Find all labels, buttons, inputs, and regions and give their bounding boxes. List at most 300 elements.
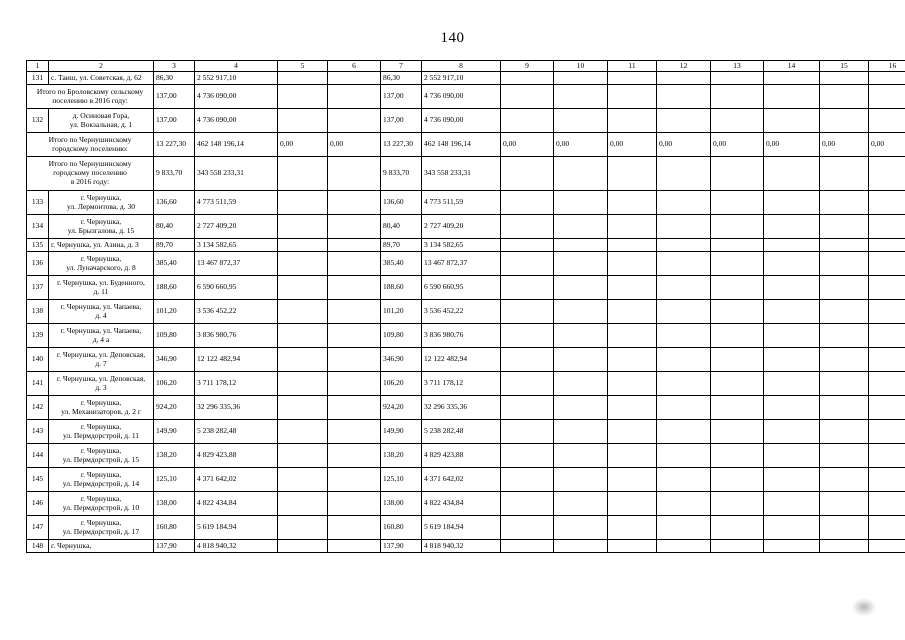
value-cell-c5 xyxy=(278,72,328,85)
column-number-cell: 12 xyxy=(657,61,711,72)
value-cell-c12 xyxy=(657,492,711,516)
value-cell-c6 xyxy=(328,540,381,553)
value-cell-c3: 188,60 xyxy=(154,276,195,300)
value-cell-c14 xyxy=(764,396,820,420)
value-cell-c10 xyxy=(554,444,608,468)
value-cell-c12 xyxy=(657,276,711,300)
value-cell-c8: 4 371 642,02 xyxy=(422,468,501,492)
value-cell-c11: 0,00 xyxy=(608,133,657,157)
value-cell-c5 xyxy=(278,157,328,191)
value-cell-c16 xyxy=(869,492,905,516)
value-cell-c5 xyxy=(278,252,328,276)
value-cell-c11 xyxy=(608,444,657,468)
value-cell-c4: 5 238 282,48 xyxy=(195,420,278,444)
table-row xyxy=(27,215,905,239)
subtotal-label: Итого по Чернушинскому городскому поселению: xyxy=(27,133,154,157)
value-cell-c10 xyxy=(554,109,608,133)
value-cell-c6 xyxy=(328,372,381,396)
row-number-cell: 144 xyxy=(27,444,49,468)
address-cell: с. Таиш, ул. Советская, д. 62 xyxy=(49,72,154,85)
value-cell-c8: 4 818 940,32 xyxy=(422,540,501,553)
value-cell-c14 xyxy=(764,348,820,372)
value-cell-c3: 160,80 xyxy=(154,516,195,540)
value-cell-c8: 3 536 452,22 xyxy=(422,300,501,324)
value-cell-c4: 2 552 917,10 xyxy=(195,72,278,85)
value-cell-c7: 106,20 xyxy=(381,372,422,396)
value-cell-c12 xyxy=(657,516,711,540)
value-cell-c3: 86,30 xyxy=(154,72,195,85)
value-cell-c6 xyxy=(328,276,381,300)
value-cell-c12 xyxy=(657,540,711,553)
value-cell-c9 xyxy=(501,276,554,300)
value-cell-c14 xyxy=(764,372,820,396)
value-cell-c9 xyxy=(501,324,554,348)
column-number-cell: 7 xyxy=(381,61,422,72)
page-number: 140 xyxy=(440,30,465,46)
value-cell-c6 xyxy=(328,348,381,372)
value-cell-c14 xyxy=(764,191,820,215)
row-number-cell: 139 xyxy=(27,324,49,348)
value-cell-c9 xyxy=(501,444,554,468)
value-cell-c10 xyxy=(554,516,608,540)
value-cell-c3: 13 227,30 xyxy=(154,133,195,157)
subtotal-row xyxy=(27,85,905,109)
value-cell-c6 xyxy=(328,492,381,516)
value-cell-c11 xyxy=(608,516,657,540)
value-cell-c8: 5 619 184,94 xyxy=(422,516,501,540)
row-number-cell: 136 xyxy=(27,252,49,276)
value-cell-c3: 80,40 xyxy=(154,215,195,239)
value-cell-c15 xyxy=(820,444,869,468)
value-cell-c5 xyxy=(278,540,328,553)
column-number-cell: 16 xyxy=(869,61,905,72)
value-cell-c5 xyxy=(278,191,328,215)
value-cell-c9 xyxy=(501,396,554,420)
value-cell-c14: 0,00 xyxy=(764,133,820,157)
table-row xyxy=(27,444,905,468)
value-cell-c12 xyxy=(657,72,711,85)
value-cell-c4: 4 818 940,32 xyxy=(195,540,278,553)
value-cell-c11 xyxy=(608,85,657,109)
value-cell-c8: 4 736 090,00 xyxy=(422,85,501,109)
subtotal-label: Итого по Броловскому сельскому поселению в 2016 году: xyxy=(27,85,154,109)
value-cell-c14 xyxy=(764,239,820,252)
value-cell-c12 xyxy=(657,396,711,420)
value-cell-c5 xyxy=(278,372,328,396)
value-cell-c7: 149,90 xyxy=(381,420,422,444)
table-row xyxy=(27,191,905,215)
value-cell-c5: 0,00 xyxy=(278,133,328,157)
value-cell-c3: 138,20 xyxy=(154,444,195,468)
row-number-cell: 138 xyxy=(27,300,49,324)
value-cell-c7: 86,30 xyxy=(381,72,422,85)
value-cell-c15 xyxy=(820,276,869,300)
column-number-cell: 6 xyxy=(328,61,381,72)
value-cell-c13 xyxy=(711,215,764,239)
address-cell: г. Чернушка, ул. Чапаева, д. 4 xyxy=(49,300,154,324)
value-cell-c11 xyxy=(608,239,657,252)
value-cell-c11 xyxy=(608,540,657,553)
value-cell-c11 xyxy=(608,300,657,324)
value-cell-c8: 462 148 196,14 xyxy=(422,133,501,157)
address-cell: г. Чернушка, ул. Механизаторов, д. 2 г xyxy=(49,396,154,420)
value-cell-c8: 4 773 511,59 xyxy=(422,191,501,215)
value-cell-c16 xyxy=(869,109,905,133)
value-cell-c7: 80,40 xyxy=(381,215,422,239)
value-cell-c9 xyxy=(501,109,554,133)
value-cell-c6 xyxy=(328,252,381,276)
value-cell-c4: 3 836 980,76 xyxy=(195,324,278,348)
value-cell-c8: 343 558 233,31 xyxy=(422,157,501,191)
value-cell-c15 xyxy=(820,324,869,348)
value-cell-c10 xyxy=(554,72,608,85)
value-cell-c11 xyxy=(608,72,657,85)
value-cell-c13 xyxy=(711,396,764,420)
value-cell-c4: 3 711 178,12 xyxy=(195,372,278,396)
value-cell-c7: 89,70 xyxy=(381,239,422,252)
value-cell-c13 xyxy=(711,109,764,133)
value-cell-c9 xyxy=(501,540,554,553)
table-row xyxy=(27,72,905,85)
row-number-cell: 143 xyxy=(27,420,49,444)
address-cell: г. Чернушка, ул. Буденного, д. 11 xyxy=(49,276,154,300)
value-cell-c7: 137,90 xyxy=(381,540,422,553)
value-cell-c16 xyxy=(869,239,905,252)
value-cell-c15: 0,00 xyxy=(820,133,869,157)
value-cell-c16 xyxy=(869,252,905,276)
value-cell-c9 xyxy=(501,300,554,324)
value-cell-c4: 4 736 090,00 xyxy=(195,85,278,109)
value-cell-c5 xyxy=(278,348,328,372)
scan-smudge xyxy=(852,598,876,616)
value-cell-c15 xyxy=(820,348,869,372)
value-cell-c16 xyxy=(869,420,905,444)
value-cell-c8: 6 590 660,95 xyxy=(422,276,501,300)
value-cell-c10 xyxy=(554,252,608,276)
value-cell-c7: 125,10 xyxy=(381,468,422,492)
column-number-cell: 2 xyxy=(49,61,154,72)
row-number-cell: 148 xyxy=(27,540,49,553)
value-cell-c5 xyxy=(278,468,328,492)
address-cell: д. Осиновая Гора, ул. Вокзальная, д. 1 xyxy=(49,109,154,133)
value-cell-c8: 4 736 090,00 xyxy=(422,109,501,133)
value-cell-c16 xyxy=(869,215,905,239)
value-cell-c7: 346,90 xyxy=(381,348,422,372)
table-row xyxy=(27,396,905,420)
value-cell-c14 xyxy=(764,444,820,468)
value-cell-c5 xyxy=(278,300,328,324)
table-row xyxy=(27,109,905,133)
value-cell-c15 xyxy=(820,215,869,239)
value-cell-c4: 343 558 233,31 xyxy=(195,157,278,191)
value-cell-c5 xyxy=(278,396,328,420)
value-cell-c4: 3 134 582,65 xyxy=(195,239,278,252)
value-cell-c3: 136,60 xyxy=(154,191,195,215)
value-cell-c14 xyxy=(764,252,820,276)
value-cell-c5 xyxy=(278,276,328,300)
row-number-cell: 137 xyxy=(27,276,49,300)
value-cell-c3: 385,40 xyxy=(154,252,195,276)
value-cell-c3: 89,70 xyxy=(154,239,195,252)
address-cell: г. Чернушка, ул. Азина, д. 3 xyxy=(49,239,154,252)
value-cell-c8: 3 711 178,12 xyxy=(422,372,501,396)
value-cell-c8: 4 829 423,88 xyxy=(422,444,501,468)
value-cell-c7: 138,00 xyxy=(381,492,422,516)
value-cell-c7: 137,00 xyxy=(381,109,422,133)
value-cell-c3: 149,90 xyxy=(154,420,195,444)
value-cell-c4: 12 122 482,94 xyxy=(195,348,278,372)
value-cell-c10 xyxy=(554,468,608,492)
value-cell-c6 xyxy=(328,300,381,324)
value-cell-c16 xyxy=(869,276,905,300)
value-cell-c13 xyxy=(711,72,764,85)
value-cell-c11 xyxy=(608,492,657,516)
value-cell-c11 xyxy=(608,109,657,133)
value-cell-c16 xyxy=(869,85,905,109)
address-cell: г. Чернушка, ул. Пермдорстрой, д. 15 xyxy=(49,444,154,468)
value-cell-c16 xyxy=(869,191,905,215)
value-cell-c12: 0,00 xyxy=(657,133,711,157)
value-cell-c4: 4 773 511,59 xyxy=(195,191,278,215)
value-cell-c3: 137,90 xyxy=(154,540,195,553)
value-cell-c6 xyxy=(328,468,381,492)
value-cell-c12 xyxy=(657,109,711,133)
table-row xyxy=(27,420,905,444)
value-cell-c10 xyxy=(554,324,608,348)
value-cell-c8: 32 296 335,36 xyxy=(422,396,501,420)
row-number-cell: 135 xyxy=(27,239,49,252)
address-cell: г. Чернушка, ул. Чапаева, д. 4 а xyxy=(49,324,154,348)
row-number-cell: 142 xyxy=(27,396,49,420)
value-cell-c13 xyxy=(711,372,764,396)
table-row xyxy=(27,276,905,300)
address-cell: г. Чернушка, ул. Деповская, д. 3 xyxy=(49,372,154,396)
value-cell-c10 xyxy=(554,540,608,553)
row-number-cell: 145 xyxy=(27,468,49,492)
value-cell-c3: 346,90 xyxy=(154,348,195,372)
value-cell-c9 xyxy=(501,468,554,492)
address-cell: г. Чернушка, ул. Брызгалова, д. 15 xyxy=(49,215,154,239)
value-cell-c12 xyxy=(657,239,711,252)
value-cell-c4: 462 148 196,14 xyxy=(195,133,278,157)
value-cell-c5 xyxy=(278,215,328,239)
value-cell-c10 xyxy=(554,396,608,420)
value-cell-c8: 4 822 434,84 xyxy=(422,492,501,516)
value-cell-c12 xyxy=(657,157,711,191)
value-cell-c16 xyxy=(869,324,905,348)
value-cell-c15 xyxy=(820,85,869,109)
value-cell-c9 xyxy=(501,85,554,109)
value-cell-c13 xyxy=(711,191,764,215)
value-cell-c7: 385,40 xyxy=(381,252,422,276)
value-cell-c7: 136,60 xyxy=(381,191,422,215)
table-row xyxy=(27,516,905,540)
column-number-cell: 14 xyxy=(764,61,820,72)
column-number-cell: 1 xyxy=(27,61,49,72)
row-number-cell: 146 xyxy=(27,492,49,516)
value-cell-c14 xyxy=(764,420,820,444)
address-cell: г. Чернушка, ул. Луначарского, д. 8 xyxy=(49,252,154,276)
address-cell: г. Чернушка, ул. Пермдорстрой, д. 10 xyxy=(49,492,154,516)
value-cell-c16 xyxy=(869,444,905,468)
address-cell: г. Чернушка, ул. Пермдорстрой, д. 17 xyxy=(49,516,154,540)
value-cell-c14 xyxy=(764,492,820,516)
value-cell-c7: 188,60 xyxy=(381,276,422,300)
value-cell-c13 xyxy=(711,516,764,540)
value-cell-c15 xyxy=(820,516,869,540)
subtotal-row xyxy=(27,157,905,191)
value-cell-c3: 106,20 xyxy=(154,372,195,396)
row-number-cell: 147 xyxy=(27,516,49,540)
value-cell-c14 xyxy=(764,85,820,109)
value-cell-c9 xyxy=(501,72,554,85)
value-cell-c14 xyxy=(764,300,820,324)
column-number-cell: 11 xyxy=(608,61,657,72)
value-cell-c4: 5 619 184,94 xyxy=(195,516,278,540)
value-cell-c12 xyxy=(657,300,711,324)
value-cell-c16 xyxy=(869,72,905,85)
address-cell: г. Чернушка, ул. Пермдорстрой, д. 14 xyxy=(49,468,154,492)
value-cell-c3: 101,20 xyxy=(154,300,195,324)
value-cell-c4: 2 727 409,20 xyxy=(195,215,278,239)
value-cell-c15 xyxy=(820,396,869,420)
value-cell-c13 xyxy=(711,540,764,553)
value-cell-c13 xyxy=(711,85,764,109)
value-cell-c5 xyxy=(278,516,328,540)
value-cell-c13 xyxy=(711,348,764,372)
value-cell-c6 xyxy=(328,420,381,444)
value-cell-c11 xyxy=(608,324,657,348)
value-cell-c5 xyxy=(278,109,328,133)
value-cell-c13 xyxy=(711,420,764,444)
value-cell-c6 xyxy=(328,239,381,252)
value-cell-c16 xyxy=(869,348,905,372)
row-number-cell: 134 xyxy=(27,215,49,239)
value-cell-c6 xyxy=(328,396,381,420)
value-cell-c12 xyxy=(657,324,711,348)
value-cell-c15 xyxy=(820,540,869,553)
value-cell-c13 xyxy=(711,492,764,516)
value-cell-c5 xyxy=(278,85,328,109)
value-cell-c13 xyxy=(711,468,764,492)
value-cell-c5 xyxy=(278,324,328,348)
value-cell-c9 xyxy=(501,348,554,372)
value-cell-c9 xyxy=(501,420,554,444)
row-number-cell: 131 xyxy=(27,72,49,85)
value-cell-c9 xyxy=(501,252,554,276)
value-cell-c13 xyxy=(711,276,764,300)
value-cell-c8: 12 122 482,94 xyxy=(422,348,501,372)
value-cell-c15 xyxy=(820,372,869,396)
value-cell-c4: 4 829 423,88 xyxy=(195,444,278,468)
value-cell-c4: 4 736 090,00 xyxy=(195,109,278,133)
value-cell-c14 xyxy=(764,215,820,239)
value-cell-c11 xyxy=(608,252,657,276)
table-row xyxy=(27,372,905,396)
value-cell-c15 xyxy=(820,300,869,324)
value-cell-c14 xyxy=(764,276,820,300)
value-cell-c10 xyxy=(554,157,608,191)
column-number-cell: 8 xyxy=(422,61,501,72)
value-cell-c16 xyxy=(869,540,905,553)
value-cell-c4: 13 467 872,37 xyxy=(195,252,278,276)
value-cell-c10 xyxy=(554,492,608,516)
value-cell-c16 xyxy=(869,516,905,540)
value-cell-c13 xyxy=(711,324,764,348)
value-cell-c16 xyxy=(869,300,905,324)
value-cell-c7: 9 833,70 xyxy=(381,157,422,191)
value-cell-c13 xyxy=(711,239,764,252)
value-cell-c11 xyxy=(608,372,657,396)
value-cell-c13: 0,00 xyxy=(711,133,764,157)
value-cell-c8: 3 134 582,65 xyxy=(422,239,501,252)
value-cell-c14 xyxy=(764,109,820,133)
value-cell-c6 xyxy=(328,516,381,540)
value-cell-c6 xyxy=(328,109,381,133)
value-cell-c14 xyxy=(764,540,820,553)
value-cell-c15 xyxy=(820,239,869,252)
column-number-cell: 9 xyxy=(501,61,554,72)
value-cell-c15 xyxy=(820,252,869,276)
column-number-cell: 13 xyxy=(711,61,764,72)
value-cell-c10 xyxy=(554,276,608,300)
housing-program-table xyxy=(26,60,905,553)
value-cell-c3: 137,00 xyxy=(154,85,195,109)
column-number-cell: 10 xyxy=(554,61,608,72)
value-cell-c15 xyxy=(820,420,869,444)
value-cell-c13 xyxy=(711,300,764,324)
value-cell-c11 xyxy=(608,420,657,444)
value-cell-c15 xyxy=(820,157,869,191)
value-cell-c15 xyxy=(820,492,869,516)
table-row xyxy=(27,492,905,516)
value-cell-c10 xyxy=(554,239,608,252)
value-cell-c5 xyxy=(278,444,328,468)
value-cell-c9 xyxy=(501,372,554,396)
value-cell-c6: 0,00 xyxy=(328,133,381,157)
column-number-cell: 4 xyxy=(195,61,278,72)
value-cell-c8: 3 836 980,76 xyxy=(422,324,501,348)
column-number-cell: 3 xyxy=(154,61,195,72)
value-cell-c10 xyxy=(554,372,608,396)
value-cell-c10 xyxy=(554,215,608,239)
value-cell-c3: 138,00 xyxy=(154,492,195,516)
value-cell-c10 xyxy=(554,85,608,109)
table-row xyxy=(27,468,905,492)
value-cell-c14 xyxy=(764,157,820,191)
value-cell-c3: 9 833,70 xyxy=(154,157,195,191)
value-cell-c7: 101,20 xyxy=(381,300,422,324)
value-cell-c12 xyxy=(657,252,711,276)
value-cell-c14 xyxy=(764,324,820,348)
value-cell-c5 xyxy=(278,420,328,444)
value-cell-c11 xyxy=(608,468,657,492)
value-cell-c15 xyxy=(820,468,869,492)
value-cell-c11 xyxy=(608,348,657,372)
table-row xyxy=(27,239,905,252)
value-cell-c11 xyxy=(608,215,657,239)
value-cell-c3: 125,10 xyxy=(154,468,195,492)
value-cell-c12 xyxy=(657,468,711,492)
value-cell-c15 xyxy=(820,72,869,85)
value-cell-c4: 3 536 452,22 xyxy=(195,300,278,324)
value-cell-c15 xyxy=(820,191,869,215)
value-cell-c3: 137,00 xyxy=(154,109,195,133)
table-row xyxy=(27,348,905,372)
value-cell-c6 xyxy=(328,191,381,215)
value-cell-c4: 4 371 642,02 xyxy=(195,468,278,492)
value-cell-c16 xyxy=(869,157,905,191)
